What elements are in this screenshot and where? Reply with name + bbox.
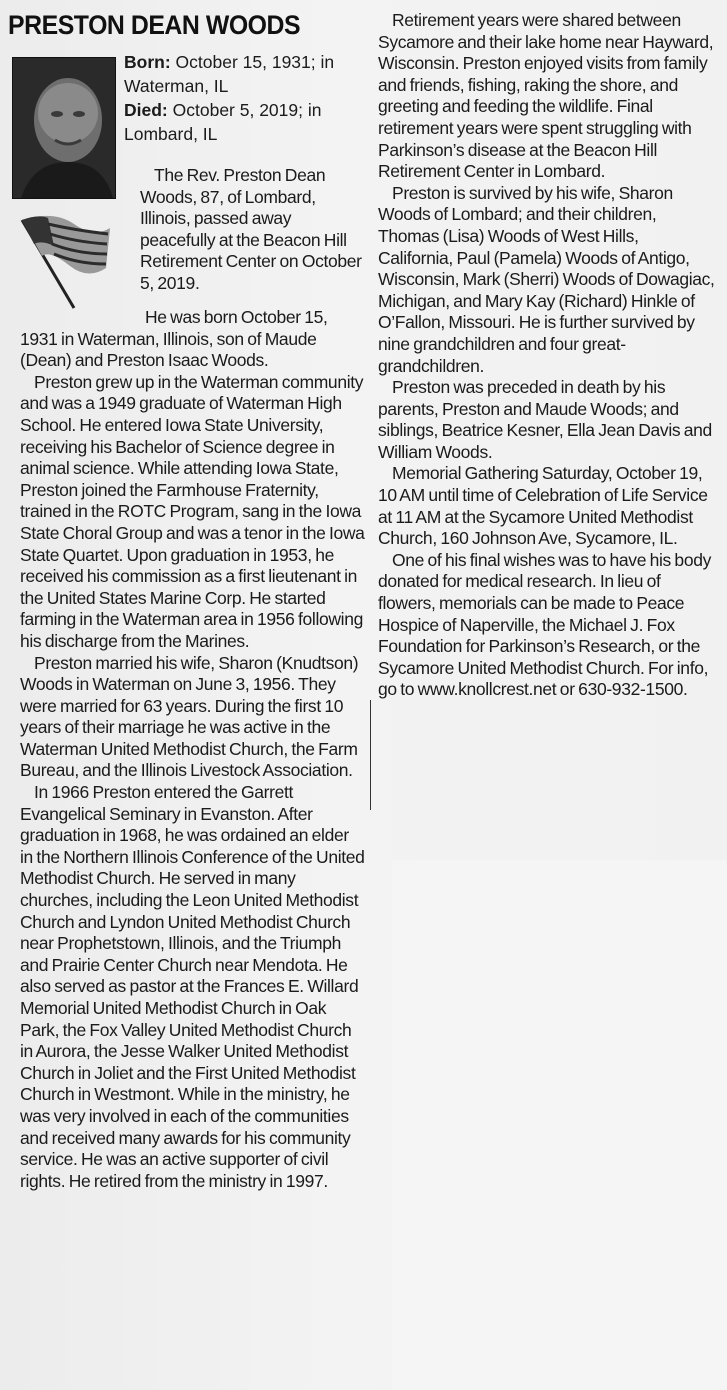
intro-paragraph: The Rev. Preston Dean Woods, 87, of Lombard, Illinois, passed away peacefully at the Beacon Hill Retirement Center on October 5, 2019. [140,165,362,293]
vitals-block [124,50,374,146]
intro-paragraph-block [140,165,365,295]
donation-paragraph: One of his final wishes was to have his body donated for medical research. In lieu of flowers, memorials can be made to Peace Hospice of Naperville, the Michael J. Fox Foundation for Parkinson’s Research, or the Sycamore United Methodist Church. For info, go to www.knollcrest.net or 630-932-1500. [378,549,711,700]
obituary-headline: PRESTON DEAN WOODS [8,10,301,40]
marriage-paragraph: Preston married his wife, Sharon (Knudtson) Woods in Waterman on June 3, 1956. They were married for 63 years. During the first 10 years of their marriage he was active in the Waterman United Methodist Church, the Farm Bureau, and the Illinois Livestock Association. [20,652,359,781]
birth-paragraph: He was born October 15, 1931 in Waterman, Illinois, son of Maude (Dean) and Preston Isaac Woods. [20,307,328,371]
born-label: Born: [124,52,171,72]
died-value: October 5, 2019; in Lombard, IL [124,100,322,144]
column-rule [370,700,371,810]
ministry-paragraph: In 1966 Preston entered the Garrett Evangelical Seminary in Evanston. After graduation in 1968, he was ordained an elder in the Northern Illinois Conference of the United Methodist Church. He served in many churches, including the Leon United Methodist Church and Lyndon United Methodist Church near Prophetstown, Illinois, and the Triumph and Prairie Center Church near Mendota. He also served as pastor at the Frances E. Willard Memorial United Methodist Church in Oak Park, the Fox Valley United Methodist Church in Aurora, the Jesse Walker United Methodist Church in Joliet and the First United Methodist Church in Westmont. While in the ministry, he was very involved in each of the communities and received many awards for his community service. He was an active supporter of civil rights. He retired from the ministry in 1997. [20,782,365,1191]
retirement-paragraph: Retirement years were shared between Sycamore and their lake home near Hayward, Wisconsin. Preston enjoyed visits from family and friends, fishing, raking the shore, and greeting and feeding the wildlife. Final retirement years were spent struggling with Parkinson’s disease at the Beacon Hill Retirement Center in Lombard. [378,10,714,182]
right-column [378,10,716,701]
born-line [124,50,374,98]
died-label: Died: [124,100,168,120]
memorial-paragraph: Memorial Gathering Saturday, October 19, 10 AM until time of Celebration of Life Service at 11 AM at the Sycamore United Methodist Church, 160 Johnson Ave, Sycamore, IL. [378,463,708,549]
bleed-through-area [392,860,727,1390]
died-line [124,98,374,146]
early-life-paragraph: Preston grew up in the Waterman community and was a 1949 graduate of Waterman High School. He entered Iowa State University, receiving his Bachelor of Science degree in animal science. While attending Iowa State, Preston joined the Farmhouse Fraternity, trained in the ROTC Program, sang in the Iowa State Choral Group and was a tenor in the Iowa State Quartet. Upon graduation in 1953, he received his commission as a first lieutenant in the United States Marine Corp. He started farming in the Waterman area in 1956 following his discharge from the Marines. [20,371,365,651]
portrait-photo [12,57,116,199]
survivors-paragraph: Preston is survived by his wife, Sharon Woods of Lombard; and their children, Thomas (Lisa) Woods of West Hills, California, Paul (Pamela) Woods of Antigo, Wisconsin, Mark (Sherri) Woods of Dowagiac, Michigan, and Mary Kay (Richard) Hinkle of O’Fallon, Missouri. He is further survived by nine grandchildren and four great-grandchildren. [378,182,715,376]
left-column [20,307,365,1192]
american-flag-icon [14,210,112,310]
preceded-paragraph: Preston was preceded in death by his parents, Preston and Maude Woods; and siblings, Beatrice Kesner, Ella Jean Davis and William Woods. [378,377,712,462]
born-value: October 15, 1931; in Waterman, IL [124,52,335,96]
